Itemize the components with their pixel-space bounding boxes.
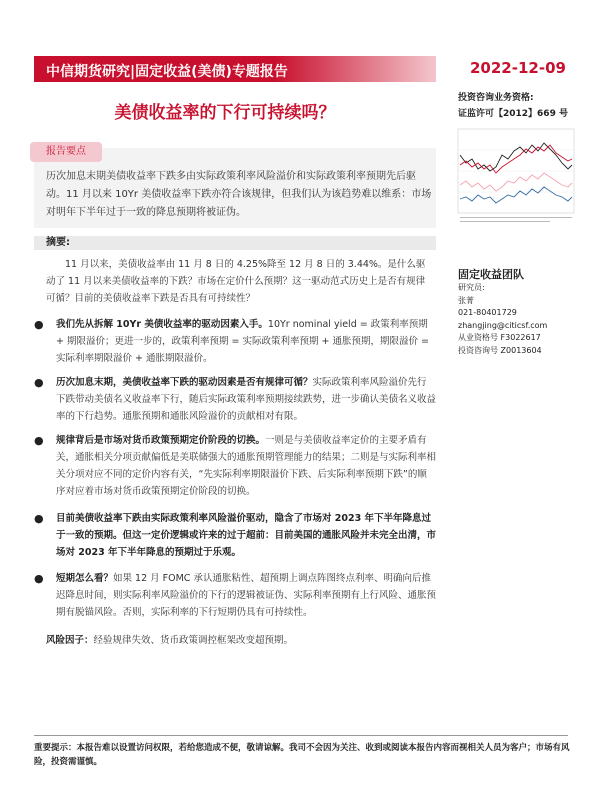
researcher-cert-2: 投资咨询号 Z0013604: [458, 345, 542, 355]
bullet-text: 目前美债收益率下跌由实际政策利率风险溢价驱动，隐含了市场对 2023 年下半年降息过于一致的预期。但这一定价逻辑或许来的过于超前：目前美国的通胀风险并未完全出清，市场对 2023 年下半年降息的预期过于乐观。: [56, 513, 437, 558]
researcher-phone: 021-80401729: [458, 308, 517, 317]
researcher-email: zhangjing@citicsf.com: [458, 320, 548, 330]
risk-label: 风险因子：: [46, 635, 94, 646]
bullet-text: 短期怎么看？如果 12 月 FOMC 承认通胀粘性、超预期上调点阵图终点利率、明确向后推迟降息时间，则实际利率风险溢价的下行的逻辑被证伪、实际利率预期有上行风险、通胀预期有脱锚风险。否则，实际利率的下行短期仍具有可持续性。: [56, 573, 437, 618]
team-title: 固定收益团队: [458, 268, 524, 281]
bullet-dot-icon: ●: [34, 572, 44, 585]
risk-text: 经验规律失效、货币政策调控框架改变超预期。: [93, 635, 294, 646]
risk-factors: [46, 632, 432, 649]
qualification-block: [458, 90, 568, 122]
abstract-paragraph: 11 月以来，美债收益率由 11 月 8 日的 4.25%降至 12 月 8 日的 3.44%。是什么驱动了 11 月以来美债收益率的下跌？市场在定价什么预期？这一驱动范式历史上是否有规律可循？目前的美债收益率下跌是否具有可持续性？: [46, 259, 426, 304]
summary-tag: 报告要点: [30, 142, 102, 162]
bullet-text: 规律背后是市场对货币政策预期定价阶段的切换。一则是与美债收益率定价的主要矛盾有关，通胀相关分项贡献偏低是美联储强大的通胀预期管理能力的结果；二则是与实际利率相关分项对应不同的定价内容有关，“先实际利率期限溢价下跌、后实际利率预期下跌”的顺序对应着市场对货币政策预期定价阶段的切换。: [56, 435, 437, 497]
summary-text: 历次加息末期美债收益率下跌多由实际政策利率风险溢价和实际政策利率预期先后驱动。11 月以来 10Yr 美债收益率下跌亦符合该规律，但我们认为该趋势难以维系：市场对明年下半年过于一致的降息预期将被证伪。: [46, 171, 432, 218]
header-report-type: 中信期货研究|固定收益(美债)专题报告: [46, 64, 288, 80]
qualification-line1: 投资咨询业务资格:: [458, 93, 534, 103]
researcher-name: 张菁: [458, 295, 474, 305]
page-title: 美债收益率的下行可持续吗？: [114, 103, 336, 123]
footer-disclaimer: 重要提示：本报告难以设置访问权限，若给您造成不便，敬请谅解。我司不会因为关注、收到或阅读本报告内容而视相关人员为客户；市场有风险，投资需谨慎。: [34, 743, 570, 767]
team-info: [458, 282, 547, 357]
bullet-text: 历次加息末期，美债收益率下跌的驱动因素是否有规律可循？实际政策利率风险溢价先行下跌带动美债名义收益率下行，随后实际政策利率预期接续跌势，进一步确认美债名义收益率的下行趋势。通胀预期和通胀风险溢价的贡献相对有限。: [56, 377, 437, 422]
bullet-dot-icon: ●: [34, 318, 44, 331]
bullet-text: 我们先从拆解 10Yr 美债收益率的驱动因素入手。10Yr nominal yield = 政策利率预期 + 期限溢价；更进一步的，政策利率预期 = 实际政策利率预期 + 通胀预期，期限溢价 = 实际利率期限溢价 + 通胀期限溢价。: [56, 319, 429, 364]
abstract-label: 摘要:: [46, 237, 70, 248]
abstract-bar: [34, 236, 436, 250]
bullet-dot-icon: ●: [34, 512, 44, 525]
researcher-cert-1: 从业资格号 F3022617: [458, 333, 541, 342]
researcher-role: 研究员:: [458, 283, 485, 292]
qualification-line2: 证监许可【2012】669 号: [458, 109, 568, 119]
bullet-dot-icon: ●: [34, 434, 44, 447]
footer-divider: [34, 735, 568, 736]
bullet-dot-icon: ●: [34, 376, 44, 389]
report-date: 2022-12-09: [470, 59, 566, 77]
thumbnail-chart: [452, 125, 580, 230]
